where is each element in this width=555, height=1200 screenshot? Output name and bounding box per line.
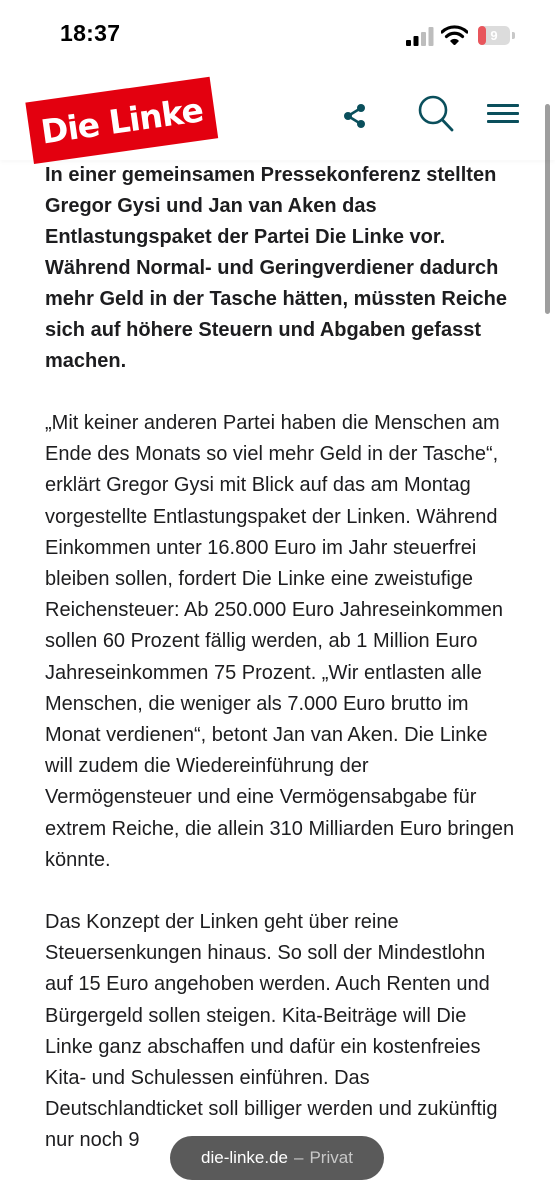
battery-level: 9: [490, 28, 498, 43]
cellular-signal-icon: [406, 27, 434, 46]
article-lead: In einer gemeinsamen Pressekonferenz stellten Gregor Gysi und Jan van Aken das Entlastungspaket der Partei Die Linke vor. Während Normal- und Geringverdiener dadurch mehr Geld in der Tasche hätten, müssten Reiche sich auf höhere Steuern und Abgaben gefasst machen.: [45, 164, 507, 372]
status-time: 18:37: [60, 20, 121, 46]
menu-line: [487, 112, 519, 115]
article: [45, 160, 515, 1157]
hamburger-menu-icon[interactable]: [487, 102, 519, 126]
url-separator: –: [294, 1148, 304, 1167]
article-paragraph: „Mit keiner anderen Partei haben die Menschen am Ende des Monats so viel mehr Geld in der Tasche“, erklärt Gregor Gysi mit Blick auf das am Montag vorgestellte Entlastungspaket der Linken. Während Einkommen unter 16.800 Euro im Jahr steuerfrei bleiben sollen, fordert Die Linke eine zweistufige Reichensteuer: Ab 250.000 Euro Jahreseinkommen sollen 60 Prozent fällig werden, ab 1 Million Euro Jahreseinkommen 75 Prozent. „Wir entlasten alle Menschen, die weniger als 7.000 Euro brutto im Monat verdienen“, betont Jan van Aken. Die Linke will zudem die Wiedereinführung der Vermögensteuer und eine Vermögensabgabe für extrem Reiche, die allein 310 Milliarden Euro bringen könnte.: [45, 412, 515, 871]
share-icon[interactable]: [341, 102, 369, 130]
menu-line: [487, 104, 519, 107]
wifi-icon: [441, 25, 468, 45]
browser-url-bar[interactable]: [170, 1136, 384, 1180]
url-domain: die-linke.de: [201, 1148, 288, 1167]
logo-text: Die Linke: [38, 89, 206, 152]
menu-line: [487, 120, 519, 123]
site-header: [0, 72, 555, 160]
article-paragraph: Das Konzept der Linken geht über reine Steuersenkungen hinaus. So soll der Mindestlohn auf 15 Euro angehoben werden. Auch Renten und Bürgergeld sollen steigen. Kita-Beiträge will Die Linke ganz abschaffen und dafür ein kostenfreies Kita- und Schulessen einführen. Das Deutschlandticket soll billiger werden und zukünftig nur noch 9: [45, 911, 498, 1152]
die-linke-logo[interactable]: [25, 77, 218, 164]
status-bar: [0, 0, 555, 72]
page-scrollbar[interactable]: [545, 104, 550, 314]
battery-icon: [478, 26, 510, 45]
private-mode-label: Privat: [309, 1148, 353, 1167]
battery-cap: [512, 32, 515, 39]
search-icon[interactable]: [417, 94, 455, 134]
